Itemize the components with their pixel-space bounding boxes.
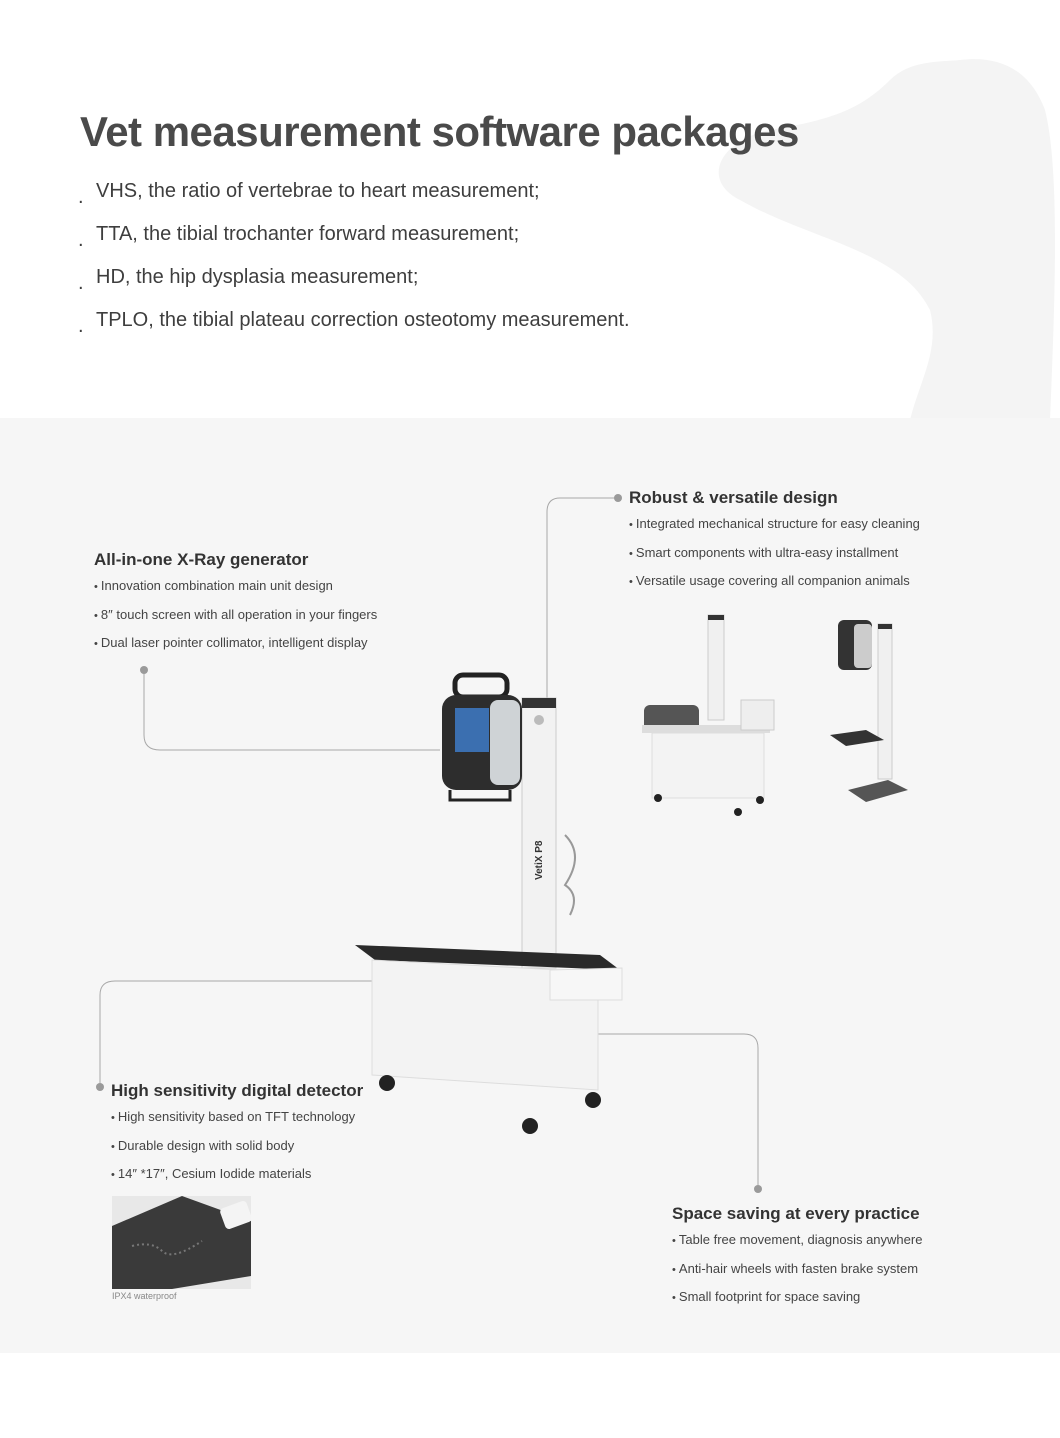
product-label: VetiX P8 <box>534 840 545 880</box>
feature-item: • Dual laser pointer collimator, intelligent display <box>94 635 377 664</box>
package-item: . TTA, the tibial trochanter forward measurement; <box>78 223 520 251</box>
feature-item: • Durable design with solid body <box>111 1138 363 1167</box>
package-item: . HD, the hip dysplasia measurement; <box>78 266 419 294</box>
feature-item: • Innovation combination main unit design <box>94 578 377 607</box>
feature-design <box>629 488 920 602</box>
feature-item: • Versatile usage covering all companion animals <box>629 573 920 602</box>
detector-waterproof-image <box>112 1196 251 1289</box>
feature-item: • High sensitivity based on TFT technology <box>111 1109 363 1138</box>
feature-item: • Table free movement, diagnosis anywhere <box>672 1232 922 1261</box>
feature-item: • Integrated mechanical structure for easy cleaning <box>629 516 920 545</box>
feature-space <box>672 1204 922 1318</box>
feature-item: • Anti-hair wheels with fasten brake system <box>672 1261 922 1290</box>
feature-title: High sensitivity digital detector <box>111 1081 364 1100</box>
feature-item: • 8″ touch screen with all operation in your fingers <box>94 607 377 636</box>
feature-generator <box>94 550 377 664</box>
detector-image-caption: IPX4 waterproof <box>112 1291 177 1301</box>
xray-system-image <box>350 670 630 1140</box>
feature-detector <box>111 1081 363 1195</box>
table-variant-image <box>636 605 786 820</box>
package-item: . VHS, the ratio of vertebrae to heart measurement; <box>78 180 540 208</box>
feature-title: All-in-one X-Ray generator <box>94 550 309 569</box>
package-item: . TPLO, the tibial plateau correction osteotomy measurement. <box>78 309 630 337</box>
feature-item: • 14″ *17″, Cesium Iodide materials <box>111 1166 363 1195</box>
feature-item: • Smart components with ultra-easy installment <box>629 545 920 574</box>
stand-variant-image <box>826 612 916 807</box>
feature-title: Robust & versatile design <box>629 488 838 507</box>
feature-item: • Small footprint for space saving <box>672 1289 922 1318</box>
page-title: Vet measurement software packages <box>80 108 799 155</box>
feature-title: Space saving at every practice <box>672 1204 920 1223</box>
